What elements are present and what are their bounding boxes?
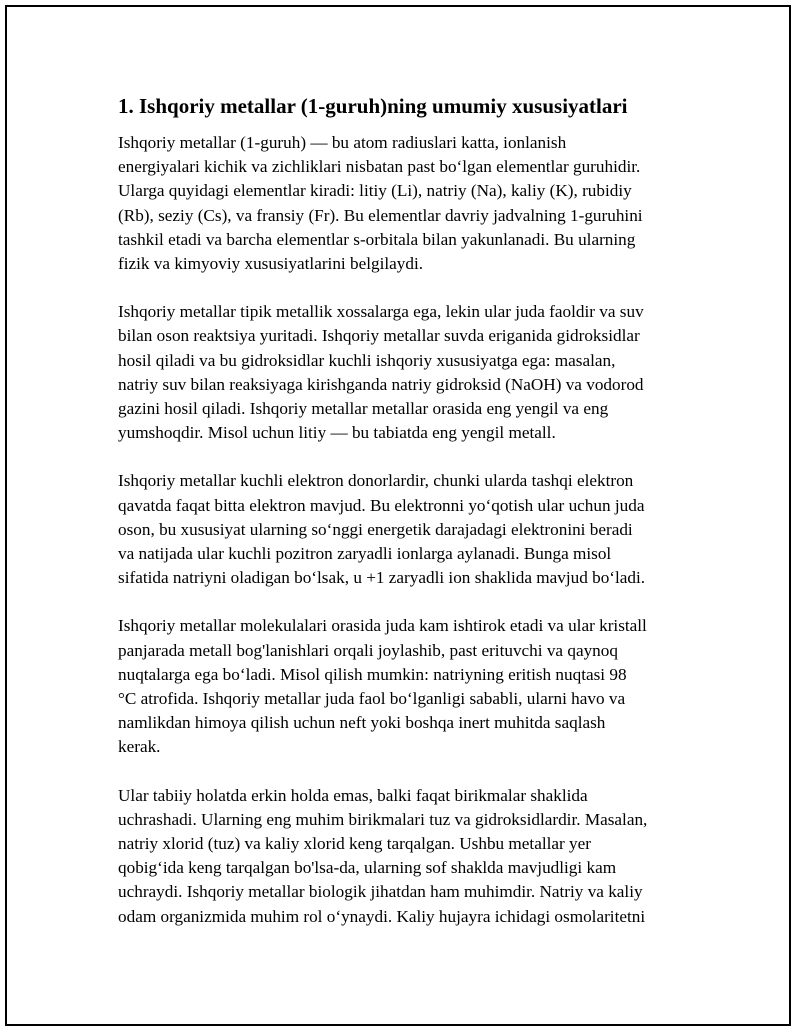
text-line: va natijada ular kuchli pozitron zaryadli ionlarga aylanadi. Bunga misol (118, 544, 612, 564)
text-line: °C atrofida. Ishqoriy metallar juda faol boʻlganligi sababli, ularni havo va (118, 689, 626, 709)
text-line: panjarada metall bog'lanishlari orqali joylashib, past erituvchi va qaynoq (118, 640, 618, 660)
text-line: nuqtalarga ega boʻladi. Misol qilish mumkin: natriyning eritish nuqtasi 98 (118, 664, 627, 684)
text-line: Ishqoriy metallar (1-guruh) — bu atom radiuslari katta, ionlanish (118, 133, 567, 152)
text-line: uchrashadi. Ularning eng muhim birikmalari tuz va gidroksidlardir. Masalan, (118, 809, 648, 829)
text-line: (Rb), seziy (Cs), va fransiy (Fr). Bu elementlar davriy jadvalning 1-guruhini (118, 205, 643, 225)
text-line: Ishqoriy metallar tipik metallik xossalarga ega, lekin ular juda faoldir va suv (118, 302, 644, 322)
text-line: yumshoqdir. Misol uchun litiy — bu tabiatda eng yengil metall. (118, 423, 556, 443)
text-line: sifatida natriyni oladigan boʻlsak, u +1 zaryadli ion shaklida mavjud boʻladi. (118, 568, 646, 588)
text-line: qobigʻida keng tarqalgan bo'lsa-da, ularning sof shaklda mavjudligi kam (118, 858, 617, 878)
text-line: namlikdan himoya qilish uchun neft yoki boshqa inert muhitda saqlash (118, 713, 606, 733)
text-line: Ularga quyidagi elementlar kiradi: litiy (Li), natriy (Na), kaliy (K), rubidiy (118, 181, 632, 201)
text-line: oson, bu xususiyat ularning soʻnggi energetik darajadagi elektronini beradi (118, 519, 633, 539)
text-line: Ular tabiiy holatda erkin holda emas, balki faqat birikmalar shaklida (118, 785, 588, 805)
text-line: gazini hosil qiladi. Ishqoriy metallar metallar orasida eng yengil va eng (118, 399, 609, 419)
text-line: energiyalari kichik va zichliklari nisbatan past boʻlgan elementlar guruhidir. (118, 157, 641, 177)
document-body (118, 93, 688, 953)
paragraph-3 (118, 469, 688, 590)
text-line: tashkil etadi va barcha elementlar s-orbitala bilan yakunlanadi. Bu ularning (118, 229, 636, 249)
text-line: qavatda faqat bitta elektron mavjud. Bu elektronni yoʻqotish ular uchun juda (118, 495, 645, 515)
text-line: Ishqoriy metallar kuchli elektron donorlardir, chunki ularda tashqi elektron (118, 471, 634, 491)
paragraph-1 (118, 131, 688, 276)
text-line: Ishqoriy metallar molekulalari orasida juda kam ishtirok etadi va ular kristall (118, 616, 647, 636)
text-line: natriy suv bilan reaksiyaga kirishganda natriy gidroksid (NaOH) va vodorod (118, 374, 644, 394)
text-line: fizik va kimyoviy xususiyatlarini belgilaydi. (118, 254, 424, 274)
paragraph-2 (118, 300, 688, 445)
text-line: hosil qiladi va bu gidroksidlar kuchli ishqoriy xususiyatga ega: masalan, (118, 350, 616, 370)
text-line: uchraydi. Ishqoriy metallar biologik jihatdan ham muhimdir. Natriy va kaliy (118, 882, 643, 902)
paragraph-4 (118, 614, 688, 759)
text-line: natriy xlorid (tuz) va kaliy xlorid keng tarqalgan. Ushbu metallar yer (118, 834, 591, 854)
paragraph-5 (118, 784, 688, 929)
text-line: bilan oson reaktsiya yuritadi. Ishqoriy metallar suvda eriganida gidroksidlar (118, 326, 640, 346)
text-line: kerak. (118, 737, 161, 757)
document-title: 1. Ishqoriy metallar (1-guruh)ning umumiy xususiyatlari (118, 94, 628, 118)
text-line: odam organizmida muhim rol oʻynaydi. Kaliy hujayra ichidagi osmolaritetni (118, 906, 646, 926)
